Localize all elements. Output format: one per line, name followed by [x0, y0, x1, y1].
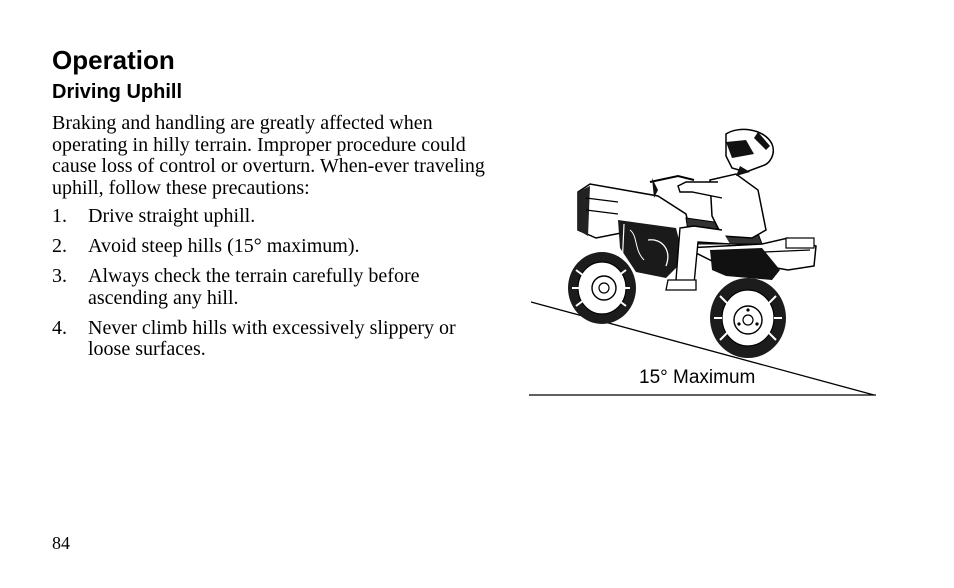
list-item [52, 266, 488, 309]
uphill-figure [526, 120, 878, 400]
list-item [52, 206, 488, 228]
figure-caption: 15° Maximum [639, 367, 756, 388]
atv-rider-icon [526, 120, 878, 400]
list-item-number: 2. [52, 235, 67, 257]
list-item-number: 4. [52, 316, 67, 339]
list-item-text: Drive straight uphill. [88, 205, 256, 227]
list-item-text: Always check the terrain carefully before ascending any hill. [88, 265, 420, 309]
list-item-number: 3. [52, 265, 67, 287]
list-item [52, 318, 488, 361]
list-item-text: Never climb hills with excessively slippery or loose surfaces. [88, 316, 456, 360]
page-number: 84 [52, 533, 70, 553]
list-item-text: Avoid steep hills (15° maximum). [88, 235, 360, 257]
list-item [52, 236, 488, 258]
intro-paragraph: Braking and handling are greatly affected when operating in hilly terrain. Improper procedure could cause loss of control or overturn. When-ever traveling uphill, follow these precautions: [52, 112, 485, 199]
subsection-title: Driving Uphill [52, 81, 182, 103]
precautions-list [52, 206, 488, 369]
list-item-number: 1. [52, 205, 67, 227]
section-title: Operation [52, 45, 175, 75]
